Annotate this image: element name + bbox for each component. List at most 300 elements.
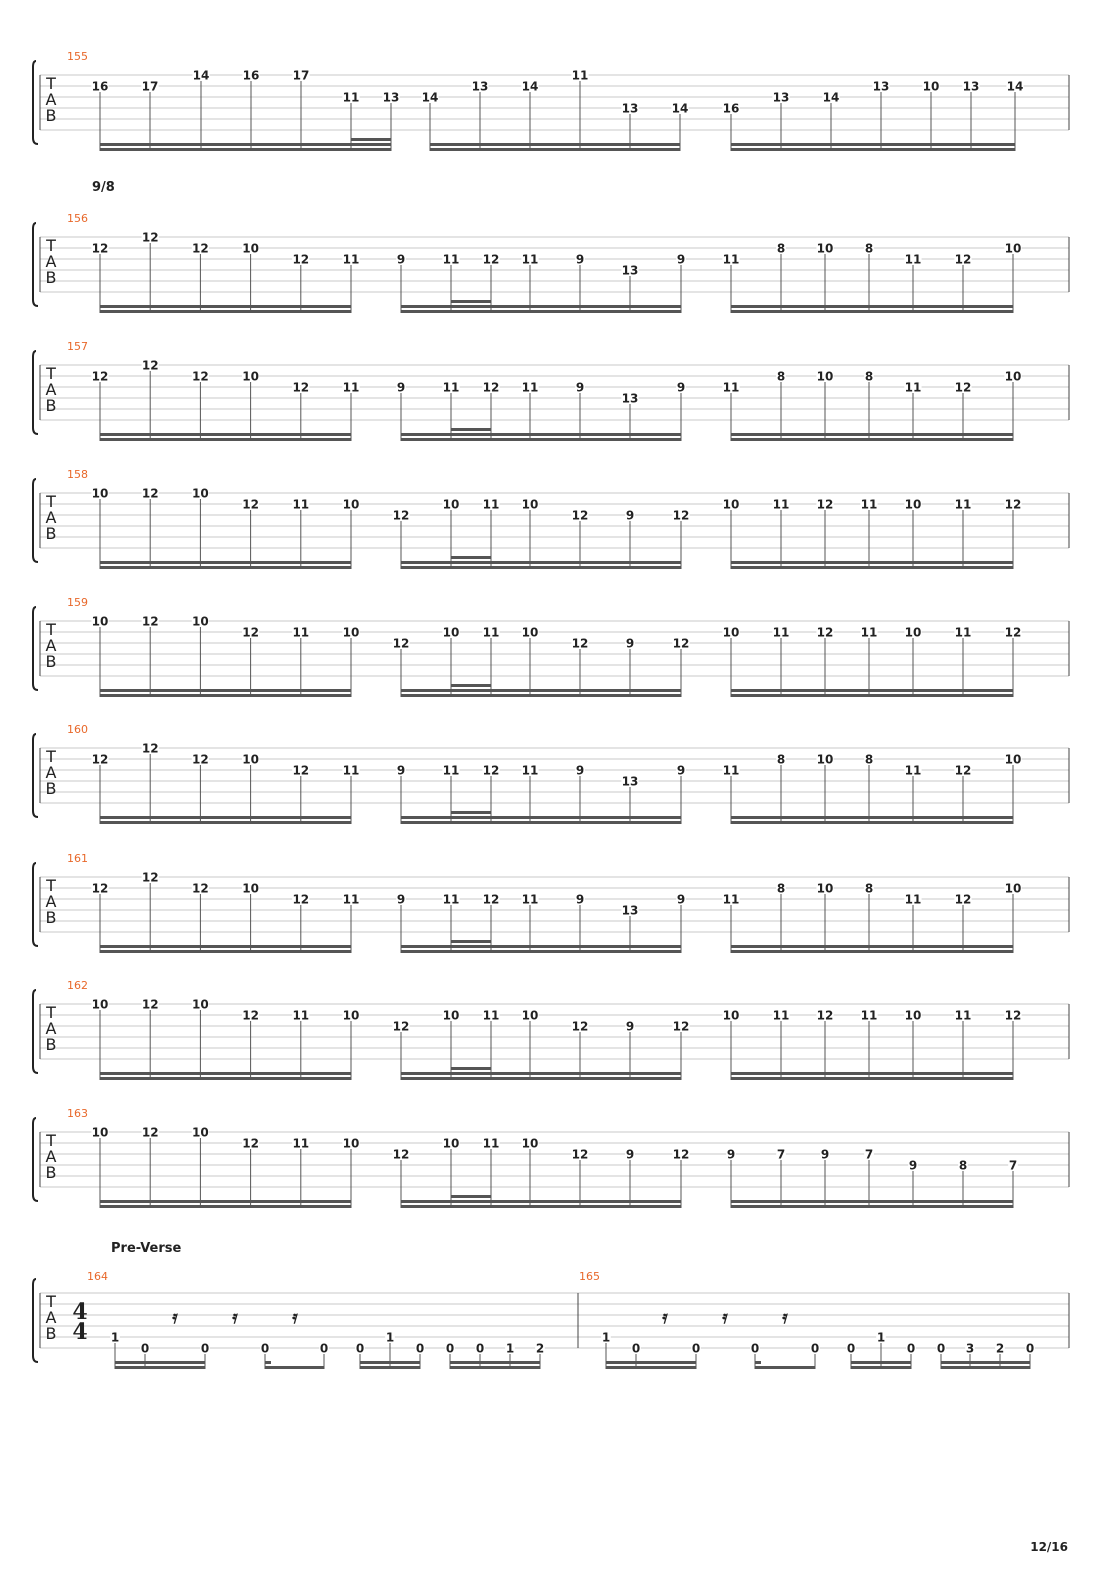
- fret-number: 10: [521, 1008, 539, 1023]
- fret-number: 12: [954, 380, 972, 395]
- fret-number: 12: [192, 369, 209, 384]
- beam-secondary: [100, 561, 351, 564]
- beam-primary: [100, 1077, 351, 1080]
- fret-number: 11: [342, 252, 360, 267]
- fret-number: 12: [242, 625, 259, 640]
- tab-letter-b: B: [45, 268, 57, 287]
- measure-number: 157: [67, 340, 88, 353]
- fret-number: 11: [521, 252, 539, 267]
- beam-secondary: [115, 1361, 205, 1364]
- fret-number: 12: [141, 358, 159, 373]
- beam-primary: [401, 438, 681, 441]
- fret-number: 11: [292, 1008, 310, 1023]
- staff-bracket: [33, 1118, 38, 1201]
- tab-letter-a: A: [45, 763, 57, 782]
- fret-number: 12: [242, 497, 259, 512]
- fret-number: 17: [141, 79, 159, 94]
- fret-number: 12: [954, 763, 972, 778]
- page-number: 12/16: [1030, 1540, 1068, 1554]
- fret-number: 14: [421, 90, 439, 105]
- fret-number: 0: [631, 1341, 641, 1356]
- fret-number: 12: [482, 892, 500, 907]
- tab-letter-t: T: [46, 876, 56, 895]
- fret-number: 8: [958, 1158, 968, 1173]
- measure-number: 159: [67, 596, 88, 609]
- fret-number: 0: [906, 1341, 916, 1356]
- fret-number: 10: [521, 497, 539, 512]
- fret-number: 10: [521, 625, 539, 640]
- fret-number: 11: [442, 252, 460, 267]
- beam-secondary: [731, 143, 1015, 146]
- fret-number: 12: [571, 1019, 589, 1034]
- tab-letter-t: T: [46, 236, 56, 255]
- beam-primary: [100, 438, 351, 441]
- beam-secondary: [731, 561, 1013, 564]
- beam-primary: [401, 566, 681, 569]
- measure-number: 156: [67, 212, 88, 225]
- sixteenth-rest: 𝄿: [172, 1307, 178, 1328]
- fret-number: 10: [242, 752, 259, 767]
- beam-secondary: [401, 689, 681, 692]
- fret-number: 11: [722, 763, 740, 778]
- fret-number: 9: [625, 636, 635, 651]
- fret-number: 13: [772, 90, 790, 105]
- fret-number: 11: [482, 1136, 500, 1151]
- fret-number: 8: [864, 369, 874, 384]
- fret-number: 10: [242, 241, 259, 256]
- fret-number: 10: [442, 1008, 460, 1023]
- beam-partial: [755, 1361, 761, 1364]
- fret-number: 1: [385, 1330, 395, 1345]
- fret-number: 9: [908, 1158, 918, 1173]
- measure-number: 164: [87, 1270, 108, 1283]
- fret-number: 9: [396, 892, 406, 907]
- fret-number: 9: [396, 763, 406, 778]
- tab-letter-a: A: [45, 892, 57, 911]
- fret-number: 0: [355, 1341, 365, 1356]
- staff-bracket: [33, 990, 38, 1073]
- staff-bracket: [33, 223, 38, 306]
- staff-bracket: [33, 479, 38, 562]
- fret-number: 1: [505, 1341, 515, 1356]
- tab-letter-a: A: [45, 90, 57, 109]
- tab-letter-t: T: [46, 1292, 56, 1311]
- fret-number: 8: [864, 752, 874, 767]
- tab-letter-a: A: [45, 1147, 57, 1166]
- fret-number: 13: [471, 79, 489, 94]
- fret-number: 9: [726, 1147, 736, 1162]
- beam-secondary: [731, 1200, 1013, 1203]
- beam-tertiary: [451, 428, 491, 431]
- fret-number: 11: [521, 763, 539, 778]
- fret-number: 8: [776, 369, 786, 384]
- beam-secondary: [401, 816, 681, 819]
- fret-number: 9: [625, 1019, 635, 1034]
- fret-number: 0: [415, 1341, 425, 1356]
- fret-number: 0: [200, 1341, 210, 1356]
- beam-primary: [450, 1366, 540, 1369]
- beam-secondary: [450, 1361, 540, 1364]
- beam-secondary: [100, 305, 351, 308]
- fret-number: 10: [1004, 881, 1022, 896]
- fret-number: 10: [922, 79, 940, 94]
- fret-number: 11: [954, 497, 972, 512]
- fret-number: 9: [676, 763, 686, 778]
- fret-number: 11: [342, 892, 360, 907]
- fret-number: 13: [621, 391, 639, 406]
- fret-number: 11: [722, 380, 740, 395]
- staff-bracket: [33, 863, 38, 946]
- fret-number: 12: [392, 508, 410, 523]
- fret-number: 10: [192, 486, 209, 501]
- fret-number: 10: [242, 881, 259, 896]
- beam-primary: [100, 566, 351, 569]
- beam-secondary: [401, 305, 681, 308]
- tab-letter-b: B: [45, 652, 57, 671]
- tab-letter-b: B: [45, 396, 57, 415]
- fret-number: 11: [292, 1136, 310, 1151]
- tab-letter-b: B: [45, 1035, 57, 1054]
- time-signature-top: 4: [72, 1299, 88, 1325]
- fret-number: 0: [936, 1341, 946, 1356]
- staff-bracket: [33, 734, 38, 817]
- fret-number: 11: [772, 625, 790, 640]
- fret-number: 10: [904, 497, 922, 512]
- fret-number: 10: [91, 1125, 109, 1140]
- fret-number: 10: [91, 486, 109, 501]
- fret-number: 12: [192, 241, 209, 256]
- beam-primary: [265, 1366, 324, 1369]
- fret-number: 8: [776, 241, 786, 256]
- fret-number: 8: [864, 881, 874, 896]
- tab-letter-a: A: [45, 252, 57, 271]
- fret-number: 11: [772, 1008, 790, 1023]
- beam-tertiary: [451, 556, 491, 559]
- fret-number: 11: [442, 763, 460, 778]
- fret-number: 0: [810, 1341, 820, 1356]
- fret-number: 9: [575, 252, 585, 267]
- fret-number: 11: [482, 625, 500, 640]
- fret-number: 10: [442, 497, 460, 512]
- fret-number: 3: [965, 1341, 975, 1356]
- fret-number: 11: [292, 625, 310, 640]
- beam-primary: [731, 148, 1015, 151]
- fret-number: 12: [816, 1008, 834, 1023]
- beam-tertiary: [351, 138, 391, 141]
- fret-number: 14: [671, 101, 689, 116]
- beam-primary: [755, 1366, 815, 1369]
- fret-number: 12: [91, 241, 109, 256]
- beam-primary: [941, 1366, 1030, 1369]
- fret-number: 12: [571, 508, 589, 523]
- tab-letter-b: B: [45, 779, 57, 798]
- beam-partial: [265, 1361, 271, 1364]
- fret-number: 11: [342, 763, 360, 778]
- beam-secondary: [401, 433, 681, 436]
- tab-letter-b: B: [45, 524, 57, 543]
- fret-number: 9: [396, 252, 406, 267]
- beam-secondary: [360, 1361, 420, 1364]
- fret-number: 12: [482, 763, 500, 778]
- fret-number: 11: [292, 497, 310, 512]
- beam-primary: [606, 1366, 696, 1369]
- sixteenth-rest: 𝄿: [782, 1307, 788, 1328]
- fret-number: 17: [292, 68, 310, 83]
- fret-number: 12: [672, 1147, 690, 1162]
- fret-number: 13: [621, 903, 639, 918]
- fret-number: 12: [954, 892, 972, 907]
- beam-primary: [731, 694, 1013, 697]
- beam-primary: [401, 950, 681, 953]
- fret-number: 1: [110, 1330, 120, 1345]
- fret-number: 13: [872, 79, 890, 94]
- fret-number: 10: [816, 752, 834, 767]
- fret-number: 12: [292, 763, 310, 778]
- beam-primary: [401, 310, 681, 313]
- beam-secondary: [731, 816, 1013, 819]
- fret-number: 12: [292, 892, 310, 907]
- fret-number: 11: [904, 763, 922, 778]
- fret-number: 7: [864, 1147, 874, 1162]
- fret-number: 12: [672, 636, 690, 651]
- time-signature-bottom: 4: [72, 1319, 88, 1345]
- beam-primary: [731, 950, 1013, 953]
- fret-number: 12: [954, 252, 972, 267]
- beam-primary: [401, 694, 681, 697]
- beam-secondary: [731, 305, 1013, 308]
- beam-primary: [731, 1077, 1013, 1080]
- fret-number: 11: [860, 497, 878, 512]
- fret-number: 10: [342, 1136, 360, 1151]
- fret-number: 10: [442, 1136, 460, 1151]
- fret-number: 14: [822, 90, 840, 105]
- beam-primary: [360, 1366, 420, 1369]
- fret-number: 13: [621, 774, 639, 789]
- fret-number: 11: [860, 1008, 878, 1023]
- fret-number: 11: [571, 68, 589, 83]
- fret-number: 10: [192, 1125, 209, 1140]
- fret-number: 12: [816, 625, 834, 640]
- fret-number: 12: [392, 636, 410, 651]
- beam-tertiary: [451, 1195, 491, 1198]
- fret-number: 2: [995, 1341, 1005, 1356]
- fret-number: 12: [1004, 1008, 1022, 1023]
- beam-primary: [731, 1205, 1013, 1208]
- fret-number: 0: [475, 1341, 485, 1356]
- tab-letter-t: T: [46, 364, 56, 383]
- beam-secondary: [941, 1361, 1030, 1364]
- fret-number: 13: [382, 90, 400, 105]
- fret-number: 13: [621, 101, 639, 116]
- fret-number: 7: [776, 1147, 786, 1162]
- fret-number: 11: [772, 497, 790, 512]
- fret-number: 10: [342, 625, 360, 640]
- measure-number: 163: [67, 1107, 88, 1120]
- beam-primary: [401, 1205, 681, 1208]
- beam-secondary: [430, 143, 680, 146]
- fret-number: 12: [292, 252, 310, 267]
- tab-letter-b: B: [45, 106, 57, 125]
- fret-number: 9: [625, 508, 635, 523]
- fret-number: 10: [816, 369, 834, 384]
- beam-primary: [401, 821, 681, 824]
- tab-letter-t: T: [46, 620, 56, 639]
- fret-number: 7: [1008, 1158, 1018, 1173]
- beam-tertiary: [451, 1067, 491, 1070]
- fret-number: 12: [192, 881, 209, 896]
- sixteenth-rest: 𝄿: [292, 1307, 298, 1328]
- beam-secondary: [401, 1200, 681, 1203]
- beam-primary: [731, 310, 1013, 313]
- fret-number: 10: [91, 614, 109, 629]
- tab-letter-t: T: [46, 74, 56, 93]
- time-signature-label: 9/8: [92, 180, 115, 195]
- fret-number: 10: [722, 1008, 740, 1023]
- fret-number: 12: [91, 881, 109, 896]
- beam-primary: [731, 438, 1013, 441]
- fret-number: 11: [954, 625, 972, 640]
- fret-number: 10: [904, 1008, 922, 1023]
- beam-primary: [100, 694, 351, 697]
- fret-number: 10: [192, 997, 209, 1012]
- tab-letter-b: B: [45, 1324, 57, 1343]
- tab-letter-b: B: [45, 1163, 57, 1182]
- fret-number: 12: [482, 380, 500, 395]
- fret-number: 12: [571, 636, 589, 651]
- beam-tertiary: [451, 300, 491, 303]
- fret-number: 10: [242, 369, 259, 384]
- fret-number: 1: [876, 1330, 886, 1345]
- fret-number: 11: [860, 625, 878, 640]
- beam-secondary: [100, 1200, 351, 1203]
- beam-primary: [100, 310, 351, 313]
- fret-number: 11: [521, 892, 539, 907]
- fret-number: 0: [445, 1341, 455, 1356]
- fret-number: 0: [260, 1341, 270, 1356]
- beam-primary: [100, 1205, 351, 1208]
- fret-number: 12: [242, 1136, 259, 1151]
- fret-number: 12: [141, 230, 159, 245]
- fret-number: 10: [342, 1008, 360, 1023]
- tab-letter-t: T: [46, 1003, 56, 1022]
- fret-number: 11: [342, 380, 360, 395]
- fret-number: 12: [816, 497, 834, 512]
- fret-number: 11: [521, 380, 539, 395]
- beam-secondary: [731, 945, 1013, 948]
- beam-secondary: [731, 1072, 1013, 1075]
- beam-secondary: [731, 433, 1013, 436]
- beam-primary: [100, 950, 351, 953]
- fret-number: 11: [904, 252, 922, 267]
- measure-number: 158: [67, 468, 88, 481]
- fret-number: 9: [676, 892, 686, 907]
- fret-number: 14: [521, 79, 539, 94]
- beam-primary: [731, 821, 1013, 824]
- fret-number: 10: [722, 625, 740, 640]
- fret-number: 14: [192, 68, 210, 83]
- beam-primary: [115, 1366, 205, 1369]
- fret-number: 8: [864, 241, 874, 256]
- fret-number: 10: [816, 881, 834, 896]
- measure-number: 161: [67, 852, 88, 865]
- fret-number: 11: [904, 892, 922, 907]
- beam-primary: [430, 148, 680, 151]
- fret-number: 12: [392, 1019, 410, 1034]
- fret-number: 16: [91, 79, 109, 94]
- tab-letter-a: A: [45, 508, 57, 527]
- beam-secondary: [731, 689, 1013, 692]
- beam-secondary: [100, 433, 351, 436]
- fret-number: 10: [904, 625, 922, 640]
- fret-number: 9: [396, 380, 406, 395]
- fret-number: 9: [625, 1147, 635, 1162]
- fret-number: 12: [91, 752, 109, 767]
- beam-secondary: [851, 1361, 911, 1364]
- tab-letter-a: A: [45, 380, 57, 399]
- fret-number: 12: [672, 1019, 690, 1034]
- fret-number: 11: [442, 892, 460, 907]
- fret-number: 10: [342, 497, 360, 512]
- beam-secondary: [100, 945, 351, 948]
- fret-number: 12: [672, 508, 690, 523]
- fret-number: 12: [91, 369, 109, 384]
- fret-number: 11: [722, 252, 740, 267]
- measure-number: 165: [579, 1270, 600, 1283]
- beam-secondary: [100, 689, 351, 692]
- fret-number: 9: [676, 380, 686, 395]
- beam-secondary: [401, 561, 681, 564]
- fret-number: 8: [776, 752, 786, 767]
- measure-number: 160: [67, 723, 88, 736]
- fret-number: 12: [482, 252, 500, 267]
- fret-number: 9: [676, 252, 686, 267]
- fret-number: 12: [192, 752, 209, 767]
- beam-secondary: [401, 1072, 681, 1075]
- beam-secondary: [606, 1361, 696, 1364]
- fret-number: 12: [141, 870, 159, 885]
- beam-primary: [401, 1077, 681, 1080]
- fret-number: 13: [962, 79, 980, 94]
- fret-number: 12: [392, 1147, 410, 1162]
- fret-number: 2: [535, 1341, 545, 1356]
- beam-secondary: [100, 816, 351, 819]
- tab-letter-a: A: [45, 1019, 57, 1038]
- fret-number: 10: [1004, 369, 1022, 384]
- fret-number: 12: [141, 1125, 159, 1140]
- measure-number: 155: [67, 50, 88, 63]
- fret-number: 11: [722, 892, 740, 907]
- fret-number: 16: [722, 101, 740, 116]
- fret-number: 10: [1004, 752, 1022, 767]
- section-label-pre-verse: Pre-Verse: [111, 1241, 182, 1256]
- beam-primary: [100, 148, 391, 151]
- tab-letter-t: T: [46, 747, 56, 766]
- tab-letter-b: B: [45, 908, 57, 927]
- tab-letter-t: T: [46, 492, 56, 511]
- fret-number: 12: [1004, 497, 1022, 512]
- fret-number: 12: [141, 741, 159, 756]
- sixteenth-rest: 𝄿: [662, 1307, 668, 1328]
- fret-number: 12: [292, 380, 310, 395]
- fret-number: 13: [621, 263, 639, 278]
- beam-tertiary: [451, 811, 491, 814]
- fret-number: 12: [141, 614, 159, 629]
- beam-primary: [731, 566, 1013, 569]
- fret-number: 12: [242, 1008, 259, 1023]
- staff-bracket: [33, 607, 38, 690]
- fret-number: 11: [904, 380, 922, 395]
- beam-tertiary: [451, 940, 491, 943]
